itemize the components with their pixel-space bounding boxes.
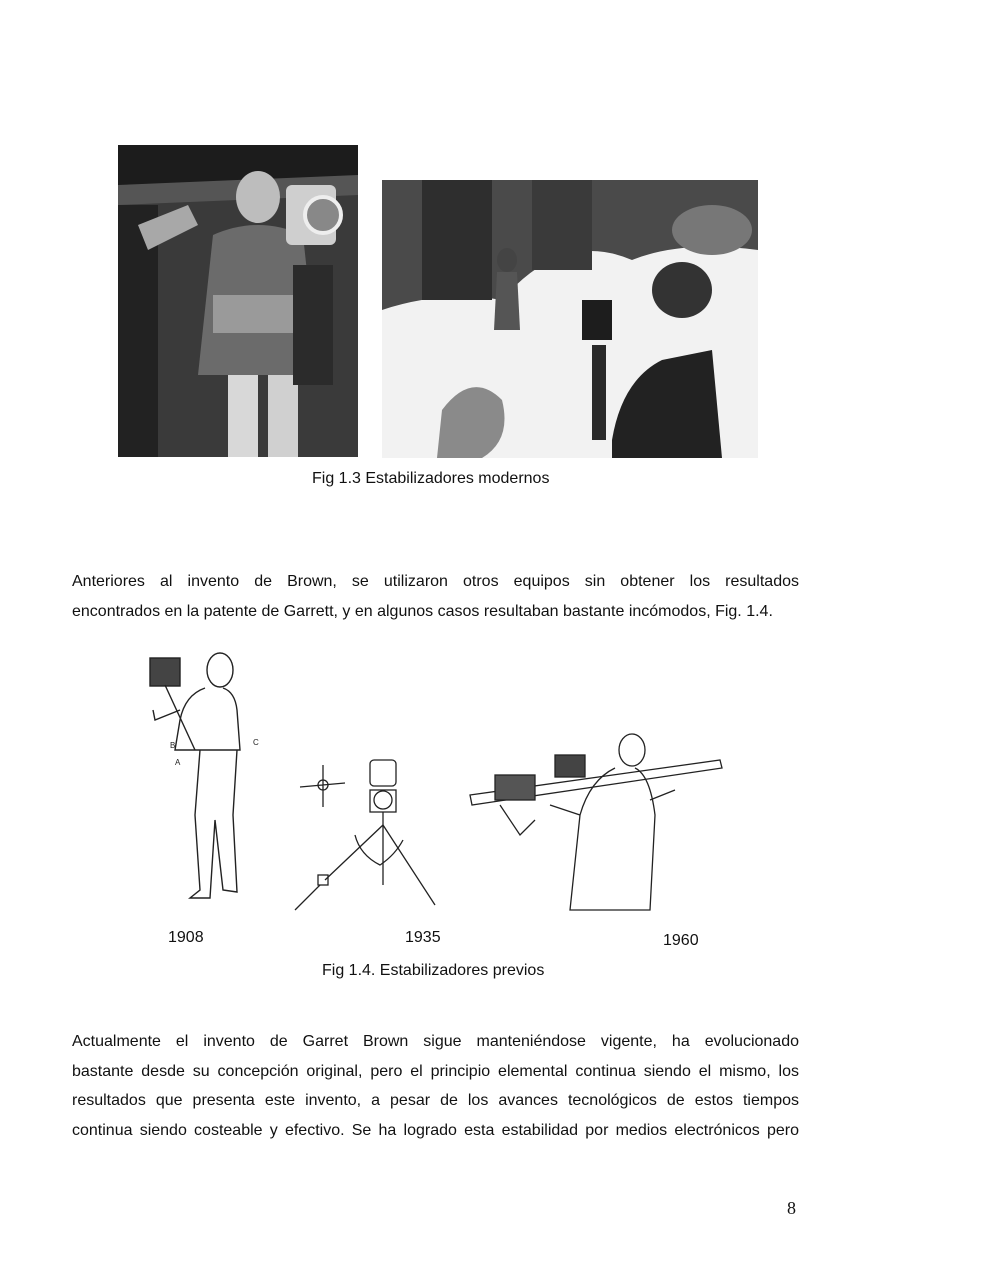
year-label-1908: 1908 bbox=[168, 929, 204, 946]
stabilizer-1960-drawing bbox=[460, 720, 725, 915]
paragraph-1-line: Anteriores al invento de Brown, se utilizaron otros equipos sin obtener los resultados bbox=[72, 573, 799, 590]
stabilizer-1935-drawing bbox=[285, 745, 450, 915]
svg-text:B: B bbox=[170, 741, 176, 750]
svg-text:C: C bbox=[253, 738, 259, 747]
page-number: 8 bbox=[787, 1198, 796, 1218]
steadicam-operator-photo bbox=[118, 145, 358, 457]
paragraph-1-line: encontrados en la patente de Garrett, y en algunos casos resultaban bastante incómodos, Fig. 1.4. bbox=[72, 602, 773, 620]
svg-text:A: A bbox=[175, 758, 181, 767]
year-label-1960: 1960 bbox=[663, 932, 699, 949]
paragraph-2-line: Actualmente el invento de Garret Brown sigue manteniéndose vigente, ha evolucionado bbox=[72, 1033, 799, 1050]
paragraph-2-line: resultados que presenta este invento, a pesar de los avances tecnológicos de estos tiempos bbox=[72, 1092, 799, 1109]
paragraph-2 bbox=[72, 1027, 799, 1145]
steadicam-field-photo bbox=[382, 180, 758, 458]
figure-1-4-caption: Fig 1.4. Estabilizadores previos bbox=[322, 962, 545, 979]
figure-1-3-caption: Fig 1.3 Estabilizadores modernos bbox=[312, 470, 550, 487]
year-label-1935: 1935 bbox=[405, 929, 441, 946]
paragraph-2-line: continua siendo costeable y efectivo. Se ha logrado esta estabilidad por medios electrónicos pero bbox=[72, 1121, 799, 1139]
paragraph-1 bbox=[72, 567, 799, 626]
stabilizer-1908-drawing bbox=[145, 640, 270, 915]
paragraph-2-line: bastante desde su concepción original, pero el principio elemental continua siendo el mismo, los bbox=[72, 1062, 799, 1080]
